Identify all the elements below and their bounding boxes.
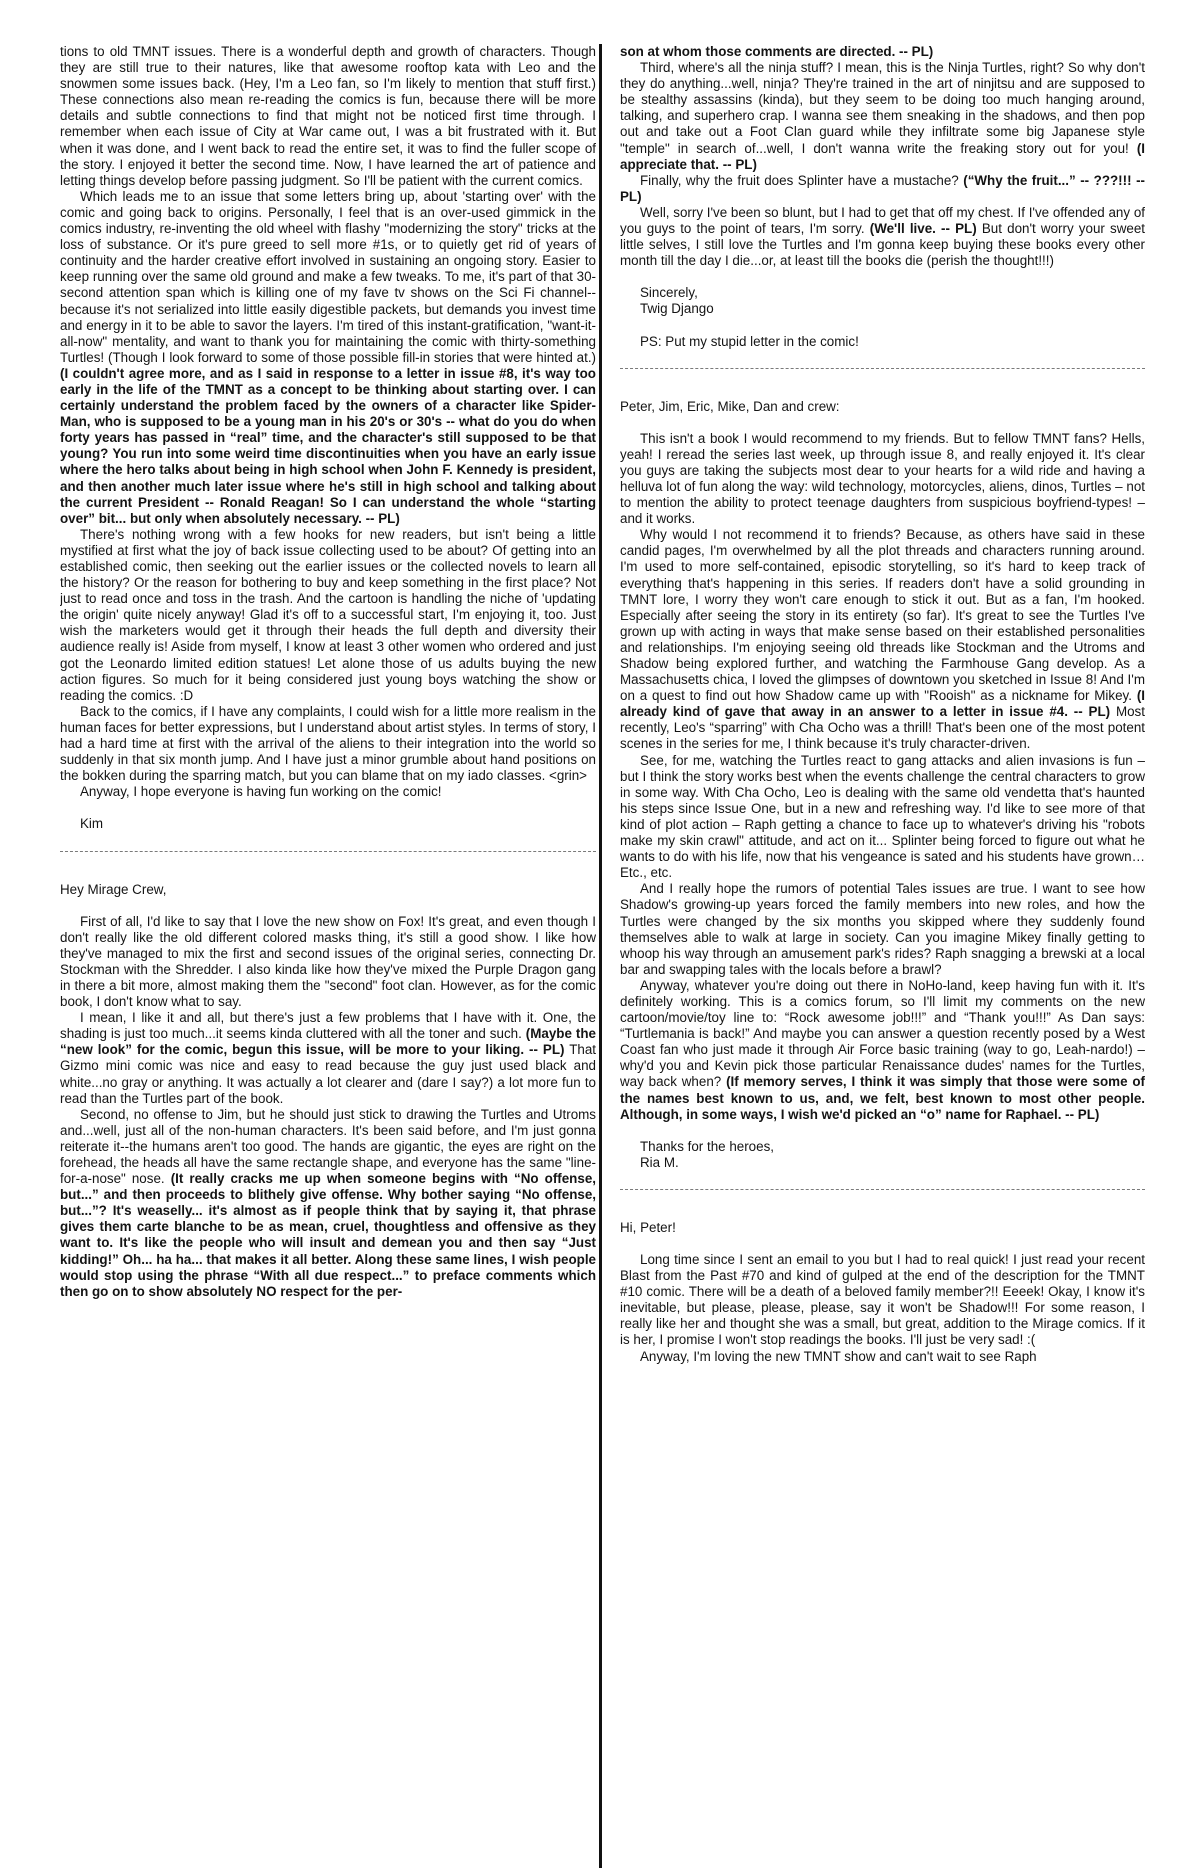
letter-paragraph: This isn't a book I would recommend to my friends. But to fellow TMNT fans? Hells, yeah! I reread the series last week, up through issue 8, and really enjoyed it. It's clear you guys are taking the subjects most dear to your hearts for a wild ride and having a helluva lot of fun along the way: wild technology, motorcycles, aliens, dinos, Turtles – not to mention the ability to protect teenage daughters from suspicious boyfriend-types! – and it works. <box>620 430 1145 527</box>
letter-paragraph <box>620 44 1145 60</box>
editor-reply: (I appreciate that. -- PL) <box>620 140 1145 172</box>
letter-paragraph: Anyway, I'm loving the new TMNT show and can't wait to see Raph <box>640 1348 1037 1364</box>
letter-text: Why would I not recommend it to friends? Because, as others have said in these candid pages, I'm overwhelmed by all the plot threads and characters running around. I'm used to more self-contained, episodic storytelling, so it's hard to keep track of everything that's happening in this series. If readers don't have a solid grounding in TMNT lore, I worry they won't care enough to stick it out. But as a fan, I'm hooked. Especially after seeing the story in its entirety (so far). It's great to see the Turtles I've grown up with acting in ways that make sense based on their established personalities and relationships. I'm enjoying seeing old threads like Stockman and the Utroms and Shadow being explored further, and watching the Farmhouse Gang develop. As a Massachusetts chica, I loved the glimpses of downtown you sketched in Issue 8! And I'm on a quest to find out how Shadow came up with "Rooish" as a nickname for Mikey. <box>620 527 1145 704</box>
editor-reply: (If memory serves, I think it was simply that those were some of the names best known to us, and, we felt, best known to most other people. Although, in some ways, I wish we'd picked an “o” name for Raphael. -- PL) <box>620 1074 1145 1122</box>
editor-reply: (It really cracks me up when someone begins with “No offense, but...” and then proceeds to blithely give offense. Why bother saying “No offense, but...”? It's weaselly... it's almost as if people think that by saying it, that phrase gives them carte blanche to be as mean, cruel, thoughtless and offensive as they want to. It's like the people who will insult and demean you and then say “Just kidding!” Oh... ha ha... that makes it all better. Along these same lines, I wish people would stop using the phrase “With all due respect...” to preface comments which then go on to show absolutely NO respect for the per- <box>60 1171 596 1299</box>
letter-ria <box>620 399 1145 1171</box>
letter-paragraph: Anyway, I hope everyone is having fun working on the comic! <box>80 784 442 800</box>
letter-separator <box>620 368 1145 369</box>
letter-paragraph <box>60 1107 596 1300</box>
letter-twig <box>60 882 596 1300</box>
right-column <box>620 44 1145 1860</box>
letter-closing: Sincerely, <box>640 285 698 301</box>
editor-reply: son at whom those comments are directed. -- PL) <box>620 44 934 59</box>
letter-paragraph <box>620 978 1145 1123</box>
letter-text: Which leads me to an issue that some letters bring up, about 'starting over' with the comic and going back to origins. Personally, I feel that is an over-used gimmick in the comics industry, re-inventing the old wheel with flashy "modernizing the story" tricks at the loss of substance. Or it's pure greed to sell more #1s, or to quietly get rid of years of continuity and the harder creative effort involved in sustaining an ongoing story. Easier to keep running over the same old ground and make a few tweaks. To me, it's part of that 30-second attention span which is killing one of my fave tv shows on the Sci Fi channel--because it's not serialized into little easily digestible packets, but demands you invest time and energy in it to be able to savor the layers. I'm tired of this instant-gratification, "want-it-all-now" mentality, and want to thank you for maintaining the comic with thirty-something Turtles! (Though I look forward to some of those possible fill-in stories that were hinted at.) <box>60 188 596 365</box>
left-column <box>60 44 596 1860</box>
letter-paragraph: tions to old TMNT issues. There is a wonderful depth and growth of characters. Though they are still true to their natures, like that awesome rooftop kata with Leo and the snowmen some issues back. (Hey, I'm a Leo fan, so I'm likely to mention that stuff first.) These connections also mean re-reading the comics is fun, because there will be more details and subtle connections to find that might not be noticed first time through. I remember when each issue of City at War came out, I was a bit frustrated with it. But when it was done, and I went back to read the entire set, it was to find the fuller scope of the story. I enjoyed it better the second time. Now, I have learned the art of patience and letting things develop before passing judgment. So I'll be patient with the current comics. <box>60 44 596 188</box>
editor-reply: (Maybe the “new look” for the comic, begun this issue, will be more to your liking. -- PL) <box>60 1026 596 1058</box>
letter-twig-continued <box>620 44 1145 350</box>
letter-paragraph <box>620 60 1145 173</box>
letter-paragraph <box>60 189 596 527</box>
letter-text: Most recently, Leo's “sparring” with Cha Ocho was a thrill! That's been one of the most potent scenes in the series for me, I think because it's truly character-driven. <box>620 704 1145 752</box>
letter-postscript: PS: Put my stupid letter in the comic! <box>640 333 859 349</box>
letter-last <box>620 1220 1145 1365</box>
letter-salutation: Hey Mirage Crew, <box>60 881 167 897</box>
letter-paragraph: See, for me, watching the Turtles react to gang attacks and alien invasions is fun – but I think the story works best when the events challenge the central characters to grow in some way. With Cha Ocho, Leo is dealing with the same old vendetta that's haunted his steps since Issue One, but in a new and refreshing way. I'd like to see more of that kind of plot action – Raph getting a chance to face up to whatever's driving his "robots make my skin crawl" attitude, and act on it... Splinter being forced to figure out what he wants to do with his life, now that his vengeance is sated and his students have grown… Etc., etc. <box>620 752 1145 881</box>
column-divider <box>599 44 602 1868</box>
letter-paragraph: There's nothing wrong with a few hooks for new readers, but isn't being a little mystified at first what the joy of back issue collecting used to be about? Of getting into an established comic, then seeking out the earlier issues or the collected novels to learn all the history? Or the reason for bothering to buy and keep something in the first place? Not just to read once and toss in the trash. And the cartoon is handling the niche of 'updating the origin' quite nicely anyway! Glad it's off to a successful start, I'm enjoying it, too. Just wish the marketers would get it through their heads the full depth and diversity their audience really is! Aside from myself, I know at least 3 other women who ordered and just got the Leonardo limited edition statues! Let alone those of us adults buying the new action figures. So much for it being considered just young boys watching the show or reading the comics. :D <box>60 526 596 703</box>
letter-paragraph: Long time since I sent an email to you but I had to real quick! I just read your recent Blast from the Past #70 and kind of gulped at the end of the description for the TMNT #10 comic. There will be a death of a beloved family member?!! Eeeek! Okay, I know it's inevitable, but please, please, please, say it won't be Shadow!!! For some reason, I really like her and thought she was a small, but great, addition to the Mirage comics. If it is her, I promise I won't stop readings the books. I'll just be very sad! :( <box>620 1252 1145 1348</box>
letter-paragraph <box>620 173 1145 205</box>
editor-reply: (We'll live. -- PL) <box>869 221 977 237</box>
letter-paragraph: Back to the comics, if I have any complaints, I could wish for a little more realism in the human faces for better expressions, but I understand about artist styles. In terms of story, I had a hard time at first with the arrival of the aliens to their integration into the world so suddenly in that six month jump. And I have just a minor grumble about hand positions on the bokken during the sparring match, but you can blame that on my iado classes. <grin> <box>60 703 596 784</box>
letter-text: But don't worry your sweet little selves, I still love the Turtles and I'm gonna keep buying these books every other month till the day I die...or, at least till the books die (perish the thought!!!) <box>620 221 1145 269</box>
letter-text: That Gizmo mini comic was nice and easy to read because the guy just used black and white...no gray or anything. It was actually a lot clearer and (dare I say?) a lot more fun to read than the Turtles part of the book. <box>60 1042 596 1106</box>
letter-separator <box>60 851 596 852</box>
letter-text: Well, sorry I've been so blunt, but I had to get that off my chest. If I've offended any of you guys to the point of tears, I'm sorry. <box>620 204 1145 237</box>
letter-signature: Twig Django <box>640 301 714 317</box>
editor-reply: (I already kind of gave that away in an answer to a letter in issue #4. -- PL) <box>620 688 1145 720</box>
letter-paragraph <box>620 205 1145 269</box>
letter-paragraph: And I really hope the rumors of potential Tales issues are true. I want to see how Shadow's growing-up years forced the family members into new roles, and how the Turtles were changed by the six months you skipped where they suddenly found themselves able to walk at large in society. Can you imagine Mikey finally getting to whoop his way through an amusement park's rides? Raph snagging a brewski at a local bar and swapping tales with the locals before a brawl? <box>620 881 1145 977</box>
letter-salutation: Peter, Jim, Eric, Mike, Dan and crew: <box>620 398 840 414</box>
letter-text: Finally, why the fruit does Splinter have a mustache? <box>640 172 959 188</box>
editor-reply: (“Why the fruit...” -- ???!!! -- PL) <box>620 172 1145 204</box>
letter-signature: Ria M. <box>640 1154 679 1170</box>
letter-salutation: Hi, Peter! <box>620 1219 676 1235</box>
letter-paragraph <box>60 1010 596 1107</box>
letter-text: I mean, I like it and all, but there's just a few problems that I have with it. One, the shading is just too much...it seems kinda cluttered with all the toner and such. <box>60 1010 596 1042</box>
letter-separator <box>620 1189 1145 1190</box>
letter-signature: Kim <box>80 816 104 832</box>
letter-paragraph: First of all, I'd like to say that I love the new show on Fox! It's great, and even though I don't really like the old different colored masks thing, it's still a good show. I like how they've managed to mix the first and second issues of the original series, connecting Dr. Stockman with the Shredder. I also kinda like how they've mixed the Purple Dragon gang in there a bit more, almost making them the "second" foot clan. However, as for the comic book, I don't know what to say. <box>60 913 596 1010</box>
letter-kim <box>60 44 596 833</box>
letter-text: Second, no offense to Jim, but he should just stick to drawing the Turtles and Utroms and...well, just all of the non-human characters. It's been said before, and I'm just gonna reiterate it--the humans aren't too good. The hands are gigantic, the eyes are right on the forehead, the heads all have the same rectangle shape, and everyone has the same "line-for-a-nose" nose. <box>60 1106 596 1187</box>
letter-closing: Thanks for the heroes, <box>640 1138 774 1154</box>
letter-text: Third, where's all the ninja stuff? I mean, this is the Ninja Turtles, right? So why don't they do anything...well, ninja? They're trained in the art of ninjitsu and are supposed to be stealthy assassins (kinda), but they seem to be doing too much hanging around, talking, and superhero crap. I wanna see them sneaking in the shadows, and then pop out and take out a Foot Clan guard while they infiltrate some big Japanese style "temple" in search of...well, I don't wanna write the freaking story out for you! <box>620 60 1145 156</box>
letter-paragraph <box>620 527 1145 752</box>
editor-reply: (I couldn't agree more, and as I said in response to a letter in issue #8, it's way too early in the life of the TMNT as a concept to be thinking about starting over. I can certainly understand the problem faced by the owners of a character like Spider-Man, who is supposed to be a young man in his 20's or 30's -- what do you do when forty years has passed in “real” time, and the character's still supposed to be that young? You run into some weird time discontinuities when you have an early issue where the hero talks about being in high school when John F. Kennedy is president, and then another much later issue where he's still in high school and talking about the current President -- Ronald Reagan! So I can understand the whole “starting over” bit... but only when absolutely necessary. -- PL) <box>60 365 596 526</box>
letter-text: Anyway, whatever you're doing out there in NoHo-land, keep having fun with it. It's definitely working. This is a comics forum, so I'll limit my comments on the new cartoon/movie/toy line to: “Rock awesome job!!!” and “Thank you!!!” As Dan says: “Turtlemania is back!” And maybe you can answer a question recently posed by a West Coast fan who just made it through Air Force basic training (way to go, Leah-nardo!) – why'd you and Kevin pick those particular Renaissance dudes' names for the Turtles, way back when? <box>620 977 1145 1090</box>
